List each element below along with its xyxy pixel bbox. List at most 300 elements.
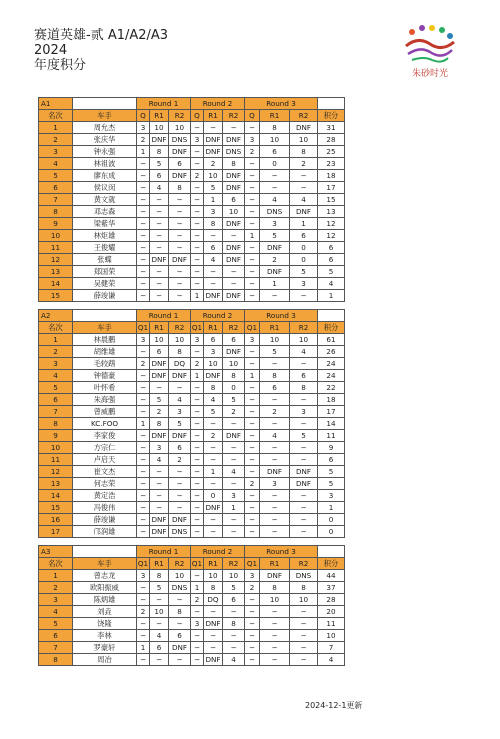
driver-cell: 曾威鹏 — [73, 406, 137, 418]
result-cell: − — [169, 194, 191, 206]
table-row — [39, 358, 345, 370]
result-cell: 0 — [290, 254, 318, 266]
result-cell: 10 — [150, 606, 169, 618]
rank-cell: 12 — [39, 254, 73, 266]
result-cell: − — [169, 230, 191, 242]
result-cell: − — [137, 346, 150, 358]
result-cell: 1 — [245, 370, 260, 382]
column-header: R2 — [290, 322, 318, 334]
result-cell: 8 — [169, 606, 191, 618]
driver-cell: 朱海强 — [73, 394, 137, 406]
result-cell: − — [137, 618, 150, 630]
result-cell: DNF — [223, 346, 245, 358]
result-cell: DNF — [223, 242, 245, 254]
table-row — [39, 526, 345, 538]
rank-cell: 10 — [39, 442, 73, 454]
result-cell: 2 — [260, 254, 290, 266]
result-cell: 4 — [260, 194, 290, 206]
result-cell: − — [137, 382, 150, 394]
result-cell: − — [223, 514, 245, 526]
result-cell: − — [191, 230, 204, 242]
division-label: A3 — [39, 546, 73, 558]
result-cell: 5 — [150, 158, 169, 170]
result-cell: 4 — [260, 430, 290, 442]
result-cell: − — [191, 454, 204, 466]
result-cell: 5 — [204, 182, 223, 194]
driver-cell: 刘垚 — [73, 606, 137, 618]
table-row — [39, 278, 345, 290]
rank-cell: 2 — [39, 582, 73, 594]
column-header: 名次 — [39, 110, 73, 122]
result-cell: DNF — [260, 266, 290, 278]
driver-cell: 冯俊伟 — [73, 502, 137, 514]
result-cell: − — [191, 206, 204, 218]
points-cell: 18 — [318, 394, 345, 406]
result-cell: 8 — [260, 122, 290, 134]
result-cell: − — [290, 358, 318, 370]
points-cell: 6 — [318, 242, 345, 254]
title-line-1: 赛道英雄-贰 A1/A2/A3 — [34, 28, 169, 43]
table-row — [39, 594, 345, 606]
result-cell: − — [245, 158, 260, 170]
result-cell: − — [137, 406, 150, 418]
table-row — [39, 490, 345, 502]
result-cell: 6 — [223, 194, 245, 206]
driver-cell: 周冶 — [73, 654, 137, 666]
header-blank — [73, 98, 137, 110]
rank-cell: 5 — [39, 170, 73, 182]
standings-table-a2 — [38, 309, 345, 538]
header-blank — [318, 310, 345, 322]
result-cell: − — [137, 206, 150, 218]
driver-cell: 侯议闵 — [73, 182, 137, 194]
result-cell: 8 — [150, 418, 169, 430]
result-cell: − — [191, 122, 204, 134]
result-cell: − — [260, 606, 290, 618]
points-cell: 13 — [318, 206, 345, 218]
result-cell: − — [191, 194, 204, 206]
round-header: Round 2 — [191, 98, 245, 110]
points-cell: 17 — [318, 406, 345, 418]
points-cell: 61 — [318, 334, 345, 346]
rank-cell: 3 — [39, 594, 73, 606]
result-cell: DQ — [169, 358, 191, 370]
update-note: 2024-12-1更新 — [305, 701, 363, 710]
result-cell: − — [191, 278, 204, 290]
result-cell: − — [245, 630, 260, 642]
result-cell: − — [290, 182, 318, 194]
result-cell: 3 — [260, 478, 290, 490]
result-cell: 3 — [204, 206, 223, 218]
result-cell: − — [260, 170, 290, 182]
result-cell: − — [137, 442, 150, 454]
result-cell: − — [245, 254, 260, 266]
points-cell: 5 — [318, 478, 345, 490]
result-cell: 10 — [204, 570, 223, 582]
result-cell: DNF — [223, 254, 245, 266]
result-cell: − — [290, 630, 318, 642]
points-cell: 17 — [318, 182, 345, 194]
driver-cell: 方宗仁 — [73, 442, 137, 454]
table-row — [39, 290, 345, 302]
result-cell: − — [137, 182, 150, 194]
result-cell: DNS — [290, 570, 318, 582]
result-cell: 3 — [223, 490, 245, 502]
rank-cell: 3 — [39, 358, 73, 370]
table-row — [39, 182, 345, 194]
result-cell: DNF — [223, 218, 245, 230]
driver-cell: 欧阳振威 — [73, 582, 137, 594]
rank-cell: 6 — [39, 182, 73, 194]
result-cell: − — [223, 230, 245, 242]
points-cell: 4 — [318, 278, 345, 290]
result-cell: − — [169, 382, 191, 394]
result-cell: 2 — [204, 158, 223, 170]
rank-cell: 8 — [39, 206, 73, 218]
driver-cell: 林晨鹏 — [73, 334, 137, 346]
result-cell: − — [169, 478, 191, 490]
result-cell: − — [245, 654, 260, 666]
rank-cell: 16 — [39, 514, 73, 526]
result-cell: − — [245, 382, 260, 394]
table-row — [39, 170, 345, 182]
driver-cell: 郑国荣 — [73, 266, 137, 278]
result-cell: − — [260, 526, 290, 538]
result-cell: 10 — [223, 206, 245, 218]
column-header: Q — [245, 110, 260, 122]
result-cell: − — [150, 218, 169, 230]
result-cell: 3 — [290, 406, 318, 418]
table-row — [39, 242, 345, 254]
result-cell: 10 — [204, 170, 223, 182]
result-cell: 8 — [290, 146, 318, 158]
result-cell: DNF — [260, 466, 290, 478]
result-cell: − — [204, 266, 223, 278]
result-cell: − — [290, 642, 318, 654]
result-cell: DNF — [290, 478, 318, 490]
result-cell: 1 — [137, 418, 150, 430]
result-cell: − — [245, 358, 260, 370]
result-cell: 8 — [260, 582, 290, 594]
result-cell: − — [245, 466, 260, 478]
result-cell: − — [260, 618, 290, 630]
points-cell: 1 — [318, 290, 345, 302]
result-cell: − — [260, 490, 290, 502]
table-row — [39, 630, 345, 642]
result-cell: 5 — [223, 394, 245, 406]
table-row — [39, 514, 345, 526]
result-cell: − — [245, 266, 260, 278]
result-cell: − — [191, 182, 204, 194]
result-cell: 4 — [150, 630, 169, 642]
result-cell: − — [204, 454, 223, 466]
column-header: 车手 — [73, 558, 137, 570]
result-cell: − — [191, 406, 204, 418]
result-cell: DNF — [151, 254, 167, 264]
result-cell: − — [191, 158, 204, 170]
result-cell: 1 — [290, 218, 318, 230]
result-cell: DNF — [169, 370, 191, 382]
rank-cell: 13 — [39, 478, 73, 490]
table-row — [39, 334, 345, 346]
result-cell: 1 — [137, 146, 150, 158]
result-cell: − — [169, 618, 191, 630]
result-cell: − — [245, 490, 260, 502]
result-cell: − — [150, 382, 169, 394]
result-cell: − — [191, 478, 204, 490]
points-cell: 18 — [318, 170, 345, 182]
result-cell: − — [150, 618, 169, 630]
table-row — [39, 394, 345, 406]
result-cell: 4 — [204, 394, 223, 406]
result-cell: − — [290, 454, 318, 466]
result-cell: 10 — [260, 594, 290, 606]
column-header: 车手 — [73, 110, 137, 122]
table-row — [39, 430, 345, 442]
result-cell: − — [137, 218, 150, 230]
rank-cell: 1 — [39, 570, 73, 582]
result-cell: 8 — [223, 158, 245, 170]
result-cell: − — [137, 654, 150, 666]
points-cell: 5 — [318, 266, 345, 278]
column-header: R2 — [223, 558, 245, 570]
result-cell: − — [191, 490, 204, 502]
result-cell: − — [137, 466, 150, 478]
result-cell: − — [204, 418, 223, 430]
result-cell: 3 — [260, 218, 290, 230]
result-cell: − — [204, 230, 223, 242]
result-cell: 2 — [169, 454, 191, 466]
result-cell: − — [191, 254, 204, 266]
result-cell: − — [245, 218, 260, 230]
result-cell: 3 — [204, 346, 223, 358]
points-cell: 12 — [318, 230, 345, 242]
table-row — [39, 146, 345, 158]
driver-cell: 林祖波 — [73, 158, 137, 170]
result-cell: − — [245, 606, 260, 618]
result-cell: DNF — [290, 122, 318, 134]
driver-cell: 李家俊 — [73, 430, 137, 442]
result-cell: − — [150, 194, 169, 206]
driver-cell: 崔文杰 — [73, 466, 137, 478]
table-row — [39, 406, 345, 418]
result-cell: 10 — [150, 334, 169, 346]
result-cell: DNF — [260, 242, 290, 254]
result-cell: − — [150, 502, 169, 514]
result-cell: DNF — [205, 146, 221, 156]
result-cell: − — [150, 654, 169, 666]
result-cell: 3 — [150, 442, 169, 454]
driver-cell: 薛竣谦 — [73, 514, 137, 526]
result-cell: − — [245, 454, 260, 466]
result-cell: − — [223, 478, 245, 490]
result-cell: DNS — [169, 582, 191, 594]
driver-cell: 张蝶 — [73, 254, 137, 266]
result-cell: 4 — [223, 466, 245, 478]
result-cell: DNF — [223, 290, 245, 302]
driver-cell: 吴健荣 — [73, 278, 137, 290]
rank-cell: 9 — [39, 218, 73, 230]
logo-text: 朱砂时光 — [411, 69, 448, 79]
column-header: Q — [191, 110, 204, 122]
points-cell: 0 — [318, 514, 345, 526]
result-cell: 3 — [137, 570, 150, 582]
result-cell: − — [290, 606, 318, 618]
result-cell: − — [169, 266, 191, 278]
result-cell: − — [245, 526, 260, 538]
result-cell: 1 — [191, 370, 204, 382]
result-cell: DNF — [205, 618, 221, 628]
result-cell: − — [290, 170, 318, 182]
column-header: R1 — [150, 110, 169, 122]
column-header: Q1 — [245, 558, 260, 570]
result-cell: DNF — [151, 358, 167, 368]
result-cell: − — [191, 642, 204, 654]
table-row — [39, 122, 345, 134]
result-cell: 1 — [223, 502, 245, 514]
column-header: Q1 — [245, 322, 260, 334]
result-cell: − — [191, 394, 204, 406]
points-cell: 6 — [318, 454, 345, 466]
column-header: R2 — [290, 110, 318, 122]
rank-cell: 14 — [39, 278, 73, 290]
result-cell: − — [223, 630, 245, 642]
header-blank — [73, 310, 137, 322]
column-header: R2 — [169, 322, 191, 334]
result-cell: − — [260, 358, 290, 370]
result-cell: 3 — [169, 406, 191, 418]
result-cell: − — [260, 442, 290, 454]
result-cell: − — [137, 430, 150, 442]
column-header: Q1 — [137, 558, 149, 568]
driver-cell: 黄定浩 — [73, 490, 137, 502]
rank-cell: 10 — [39, 230, 73, 242]
column-header: R2 — [290, 558, 318, 570]
round-header: Round 3 — [245, 98, 318, 110]
table-row — [39, 454, 345, 466]
points-cell: 10 — [318, 630, 345, 642]
result-cell: − — [260, 630, 290, 642]
result-cell: − — [137, 242, 150, 254]
result-cell: 1 — [204, 194, 223, 206]
points-cell: 14 — [318, 418, 345, 430]
result-cell: 5 — [290, 430, 318, 442]
result-cell: 1 — [191, 290, 204, 302]
result-cell: DNF — [290, 206, 318, 218]
result-cell: − — [290, 418, 318, 430]
column-header: Q1 — [137, 322, 149, 332]
points-cell: 15 — [318, 194, 345, 206]
table-row — [39, 642, 345, 654]
result-cell: 2 — [137, 358, 150, 370]
result-cell: − — [137, 278, 150, 290]
table-row — [39, 582, 345, 594]
result-cell: 6 — [223, 334, 245, 346]
division-label: A2 — [39, 310, 73, 322]
column-header: R2 — [169, 558, 191, 570]
result-cell: − — [260, 394, 290, 406]
result-cell: DNF — [205, 134, 221, 144]
result-cell: − — [260, 514, 290, 526]
result-cell: − — [245, 394, 260, 406]
result-cell: − — [169, 594, 191, 606]
table-row — [39, 382, 345, 394]
table-row — [39, 158, 345, 170]
result-cell: − — [223, 526, 245, 538]
result-cell: 4 — [204, 254, 223, 266]
result-cell: 6 — [290, 370, 318, 382]
rank-cell: 8 — [39, 418, 73, 430]
rank-cell: 4 — [39, 606, 73, 618]
result-cell: − — [191, 266, 204, 278]
driver-cell: 叶怀希 — [73, 382, 137, 394]
result-cell: − — [191, 526, 204, 538]
result-cell: DNF — [205, 654, 221, 664]
column-header: R1 — [150, 558, 169, 570]
points-cell: 7 — [318, 642, 345, 654]
result-cell: − — [150, 242, 169, 254]
result-cell: − — [223, 642, 245, 654]
result-cell: − — [245, 194, 260, 206]
result-cell: 5 — [223, 582, 245, 594]
logo-icon — [398, 22, 462, 68]
result-cell: DNF — [169, 254, 191, 266]
result-cell: 0 — [290, 242, 318, 254]
result-cell: − — [245, 290, 260, 302]
rank-cell: 4 — [39, 370, 73, 382]
result-cell: 10 — [290, 134, 318, 146]
header-blank — [73, 546, 137, 558]
result-cell: 4 — [150, 454, 169, 466]
table-row — [39, 418, 345, 430]
result-cell: 2 — [260, 406, 290, 418]
result-cell: − — [137, 594, 150, 606]
column-header: R1 — [204, 110, 223, 122]
result-cell: 10 — [223, 570, 245, 582]
result-cell: − — [150, 266, 169, 278]
result-cell: DNS — [223, 146, 245, 158]
result-cell: 6 — [150, 642, 169, 654]
result-cell: DNF — [260, 570, 290, 582]
column-header: 积分 — [318, 558, 345, 570]
result-cell: 8 — [290, 582, 318, 594]
result-cell: 4 — [290, 194, 318, 206]
driver-cell: 卢启天 — [73, 454, 137, 466]
result-cell: − — [191, 570, 204, 582]
result-cell: 10 — [260, 134, 290, 146]
result-cell: 8 — [169, 346, 191, 358]
result-cell: − — [191, 146, 204, 158]
driver-cell: 王俊耀 — [73, 242, 137, 254]
result-cell: − — [245, 122, 260, 134]
result-cell: 8 — [223, 370, 245, 382]
result-cell: 6 — [169, 158, 191, 170]
division-label: A1 — [39, 98, 73, 110]
result-cell: 8 — [150, 146, 169, 158]
result-cell: 8 — [290, 382, 318, 394]
result-cell: − — [245, 242, 260, 254]
result-cell: 3 — [191, 334, 204, 346]
driver-cell: 陈炳雄 — [73, 594, 137, 606]
result-cell: − — [204, 526, 223, 538]
result-cell: 4 — [290, 346, 318, 358]
points-cell: 0 — [318, 526, 345, 538]
result-cell: − — [191, 502, 204, 514]
points-cell: 37 — [318, 582, 345, 594]
result-cell: − — [191, 514, 204, 526]
result-cell: 10 — [204, 358, 223, 370]
column-header: Q1 — [191, 558, 203, 568]
